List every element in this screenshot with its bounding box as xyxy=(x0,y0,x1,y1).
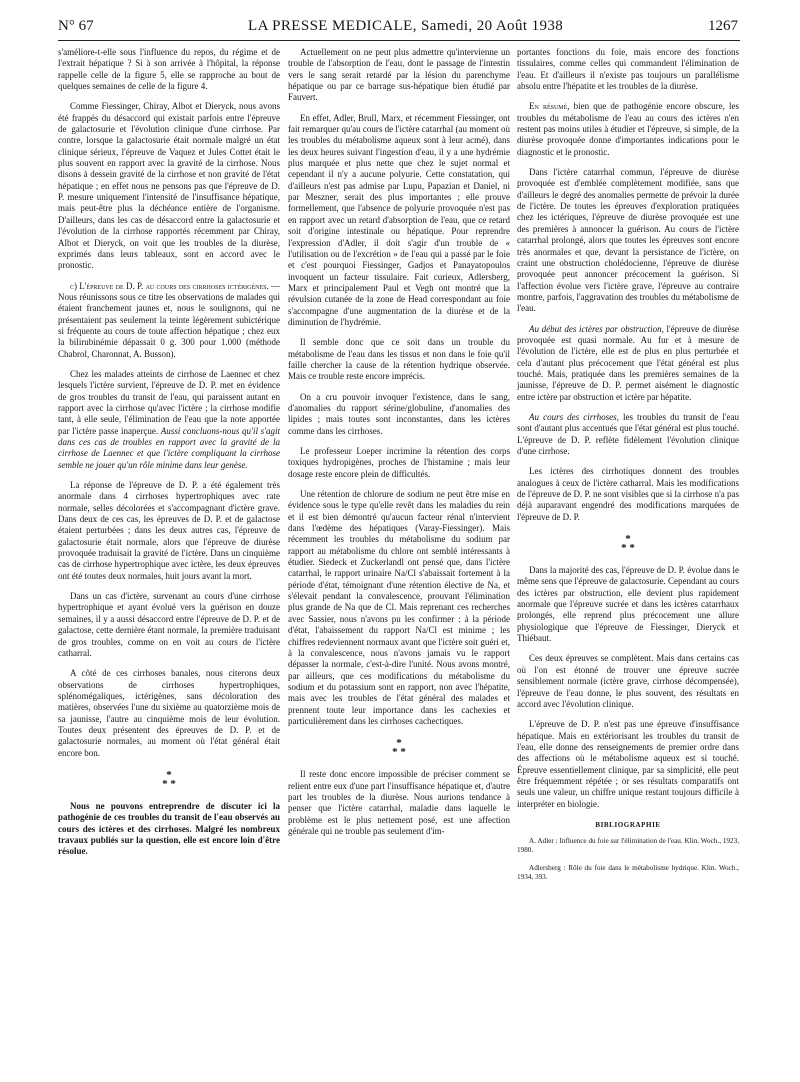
header-rule xyxy=(58,40,740,41)
paragraph-text: bien que de pathogénie encore obscure, les troubles du métabolisme de l'eau au cours des ictères n'en restent pas moins utiles à étudier et l'épreuve, si simple, de la diurèse provoquée donne d'importantes indications pour le diagnostic et le pronostic. xyxy=(517,101,739,157)
paragraph xyxy=(58,369,280,471)
paragraph: Il semble donc que ce soit dans un trouble du métabolisme de l'eau dans les tissus et non dans le foie qu'il faille chercher la cause de la rétention hydrique observée. Mais ce trouble reste encore imprécis. xyxy=(288,337,510,382)
paragraph xyxy=(517,324,739,403)
paragraph: Les ictères des cirrhotiques donnent des troubles analogues à ceux de l'ictère catharral. Mais les modifications de l'épreuve de D. P. ne sont visibles que si la cirrhose n'a pas déjà auparavant engendré des modifications marquées de l'épreuve de D. P. xyxy=(517,466,739,522)
bibliography-title: BIBLIOGRAPHIE xyxy=(595,820,661,829)
paragraph-text: l'épreuve de diurèse provoquée est quasi normale. Au fur et à mesure de l'évolution de l'ictère, elle est de plus en plus perturbée et cela d'autant plus précocement que l'état général est plus touché. Mais, pratiquée dans les premières semaines de la jaunisse, l'épreuve de D. P. permet aisément le diagnostic entre ictère par obstruction et ictère par hépatite. xyxy=(517,323,739,402)
italic-lead: Au cours des cirrhoses, xyxy=(529,411,619,422)
page-number: 1267 xyxy=(708,18,738,34)
paragraph-text: Chez les malades atteints de cirrhose de Laennec et chez lesquels l'ictère survient, l'épreuve de D. P. met en évidence de gros troubles du transit de l'eau, qui paraissent autant en rapport avec la cirrhose qu'avec l'ictère ; la cirrhose modifie tant, à elle seule, l'élimination de l'eau que la note apportée par l'ictère passe inaperçue. xyxy=(58,368,280,436)
paragraph: Ces deux épreuves se complètent. Mais dans certains cas où l'on est étonné de trouver une épreuve sucrée sensiblement normale (ictère grave, cirrhose décompensée), l'épreuve de l'eau donne, le plus souvent, des résultats en accord avec l'évolution clinique. xyxy=(517,653,739,709)
paragraph xyxy=(517,101,739,158)
paragraph: Dans un cas d'ictère, survenant au cours d'une cirrhose hypertrophique et ayant évolué vers la guérison en douze semaines, il y a aussi désaccord entre l'épreuve de D. P. et de galactose, cette dernière étant normale, la première traduisant de gros troubles, comme on en voit au cours de l'ictère catharral. xyxy=(58,591,280,658)
paragraph: Il reste donc encore impossible de préciser comment se relient entre eux d'une part l'insuffisance hépatique et, d'autre part les troubles de la diurèse. Nous aurions tendance à penser que l'ictère catarrhal, maladie dans laquelle le problème est le plus nettement posé, est une affection générale qui ne trouble pas seulement d'im- xyxy=(288,769,510,836)
column-2 xyxy=(288,47,510,846)
bibliography-entry: Adlersberg : Rôle du foie dans le métabolisme hydrique. Klin. Woch., 1934, 393. xyxy=(517,864,739,882)
paragraph: Nous ne pouvons entreprendre de discuter ici la pathogénie de ces troubles du transit de l'eau observés au cours des ictères et des cirrhoses. Malgré les nombreux travaux publiés sur la question, elle est encore loin d'être résolue. xyxy=(58,800,280,857)
paragraph-text: les troubles du transit de l'eau sont d'autant plus accentués que l'état général est plus touché. L'épreuve de D. P. reflète fidèlement l'évolution clinique d'une cirrhose. xyxy=(517,411,739,456)
paragraph: Le professeur Loeper incrimine la rétention des corps toxiques hydropigènes, proches de l'histamine ; mais leur dosage reste encore plein de difficultés. xyxy=(288,446,510,479)
column-1 xyxy=(58,47,280,867)
journal-title: LA PRESSE MEDICALE, Samedi, 20 Août 1938 xyxy=(248,18,564,34)
issue-number: N° 67 xyxy=(58,18,94,34)
paragraph: Dans l'ictère catarrhal commun, l'épreuve de diurèse provoquée est d'emblée complètement modifiée, sans que d'ailleurs le degré des anomalies permette de prévoir la durée de l'ictère. De toutes les épreuves d'exploration pratiquées chez les ictériques, l'épreuve de diurèse provoquée est une des premières à annoncer la guérison. Au cours de l'ictère catarrhal prolongé, alors que toutes les épreuves sont encore très anormales et que, devant la persistance de l'ictère, on craint une obstruction cholédocienne, l'épreuve de diurèse provoquée peut annoncer précocement la guérison. Si l'affection évolue vers l'ictère grave, l'épreuve au contraire montre, parfois, l'aggravation des troubles du métabolisme de l'eau. xyxy=(517,167,739,314)
paragraph: A côté de ces cirrhoses banales, nous citerons deux observations de cirrhoses hypertrophiques, splénomégaliques, ictérigènes, sans décoloration des matières, observées l'une du sixième au quatorzième mois de sa jaunisse, l'autre au cinquième mois de leur évolution. Toutes deux présentent des épreuves de D. P. et de galactosurie normales, au moment où l'état général était encore bon. xyxy=(58,668,280,758)
section-heading: c) L'épreuve de D. P. au cours des cirrhoses ictérigènes. xyxy=(70,280,269,291)
bibliography-entry: A. Adler : Influence du foie sur l'élimination de l'eau. Klin. Woch., 1923, 1980. xyxy=(517,837,739,855)
paragraph: Comme Fiessinger, Chiray, Albot et Dieryck, nous avons été frappés du désaccord qui existait parfois entre l'épreuve de galactosurie et l'évolution clinique d'une cirrhose. Par contre, lorsque la galactosurie était normale malgré un état clinique sérieux, l'épreuve de Vaquez et Jules Cottet était le plus souvent en rapport avec la gravité de la cirrhose. Nous disons à dessein gravité de la cirrhose et non gravité de l'état hépatique ; en effet nous ne pensons pas que l'épreuve de D. P. mesure uniquement l'intensité de l'insuffisance hépatique, mais peut-être plus la déchéance entière de l'organisme. D'ailleurs, dans les cas de désaccord entre la galactosurie et l'évolution de la cirrhose rapportés récemment par Chiray, Albot et Dieryck, on voit que les troubles de la diurèse, exprimés dans leurs tableaux, sont en accord avec le pronostic. xyxy=(58,101,280,271)
paragraph: Actuellement on ne peut plus admettre qu'intervienne un trouble de l'absorption de l'eau, dont le passage de l'intestin vers le sang serait retardé par la lésion du parenchyme hépatique ou par ce barrage sus-hépatique bien étudié par Fauvert. xyxy=(288,47,510,103)
paragraph: Une rétention de chlorure de sodium ne peut être mise en évidence sous le type qu'elle revêt dans les maladies du rein et il est bien démontré qu'aucun facteur rénal n'intervient dans l'œdème des hépatiques (Varay-Fiessinger). Mais récemment les troubles du métabolisme du sodium par rapport au métabolisme du chlore ont semblé intéressants à étudier. Siedeck et Zuckerlandl ont pensé que, dans l'ictère catarrhal, le rapport urinaire Na/Cl s'abaissait fortement à la période d'état, témoignant d'une rétention élective de Na, et s'élevait pendant la convalescence, prouvant l'élimination plus grande de Na que de Cl. Mais reprenant ces recherches avec Sassier, nous n'avons pu les confirmer : à la période d'état, l'abaissement du rapport Na/Cl est minime ; les chiffres redeviennent normaux avant que l'ictère soit guéri et, à la convalescence, nous n'avons jamais vu le rapport dépasser la normale, c'est-à-dire l'unité. Nous avons montré, par ailleurs, que ces modifications du métabolisme du sodium et du potassium sont en rapport, non avec l'hépatite, mais avec les troubles de l'état général des malades et prennent toute leur importance dans les cachexies et particulièrement dans les cirrhoses cachectiques. xyxy=(288,489,510,726)
paragraph: La réponse de l'épreuve de D. P. a été également très anormale dans 4 cirrhoses hypertrophiques avec rate normale, selles décolorées et s'accompagnant d'ictère grave. Dans deux de ces cas, les épreuves de D. P. et de galactose étaient perturbées ; dans les deux autres cas, l'épreuve de galactosurie était normale, alors que l'épreuve de diurèse provoquée traduisait la gravité de l'ictère. Dans un cinquième cas de cirrhose hypertrophique avec ictère, les deux épreuves ont été toutes deux normales, huit jours avant la mort. xyxy=(58,480,280,581)
italic-conclusion: Aussi concluons-nous qu'il s'agit dans ces cas de troubles en rapport avec la gravité de la cirrhose de Laennec et que l'ictère compliquant la cirrhose semble ne jouer qu'un rôle minime dans leur genèse. xyxy=(58,425,280,470)
section-separator: * * * xyxy=(162,768,176,790)
section-heading: En résumé, xyxy=(529,101,570,112)
paragraph: L'épreuve de D. P. n'est pas une épreuve d'insuffisance hépatique. Mais en extériorisant les troubles du transit de l'eau, elle donne des renseignements de premier ordre dans des affections où le métabolisme aqueux est si touché. Épreuve essentiellement clinique, par sa simplicité, elle peut être fréquemment répétée ; or ses résultats comparatifs ont seuls une valeur, un chiffre unique restant toujours difficile à interpréter en biologie. xyxy=(517,719,739,809)
paragraph: En effet, Adler, Brull, Marx, et récemment Fiessinger, ont fait remarquer qu'au cours de l'ictère catarrhal (au moment où les troubles du métabolisme aqueux sont à leur acmé), dans les deux heures suivant l'ingestion d'eau, il y a une hydrémie plus marquée et plus nette que chez le sujet normal et cependant il n'y a aucune polyurie. Cette constatation, qui d'ailleurs n'est pas admise par Lupu, Papazian et Daniel, ni par Meszner, serait des plus importantes ; elle prouve formellement, que l'absence de polyurie provoquée n'est pas en rapport avec un retard d'absorption de l'eau, que ce retard soit d'origine intestinale ou hépatique. Pour reprendre l'expression d'Adler, il doit s'agir d'un trouble de « l'utilisation ou de l'excrétion » de l'eau qui a passé par le foie et c'est pourquoi Fiessinger, Gadjos et Panayatopoulos invoquent un facteur tissulaire. Fait curieux, Adlersberg, Marx et principalement Paul et Vegh ont montré que la révulsion cutanée de la zone de Head correspondant au foie s'accompagne d'une augmentation de la diurèse et de la diminution de l'hydrémie. xyxy=(288,112,510,327)
paragraph: On a cru pouvoir invoquer l'existence, dans le sang, d'anomalies du rapport sérine/globuline, d'anomalies des lipides ; mais toutes sont inconstantes, dans les ictères comme dans les cirrhoses. xyxy=(288,391,510,436)
paragraph xyxy=(58,281,280,360)
paragraph: portantes fonctions du foie, mais encore des fonctions tissulaires, comme celles qui commandent l'élimination de l'eau. Et d'ailleurs il n'existe pas toujours un parallélisme absolu entre l'hépatite et les troubles de la diurèse. xyxy=(517,47,739,92)
italic-lead: Au début des ictères par obstruction, xyxy=(529,323,664,334)
paragraph-text: — Nous réunissons sous ce titre les observations de malades qui étaient franchement jaunes et, nous le soulignons, qui ne présentaient pas seulement la teinte légèrement subictérique si fréquente au cours de toute affection hépatique ; chez eux la bilirubinémie dépassait 0 g. 300 pour 1.000 (méthode Chabrol, Charonnat, A. Busson). xyxy=(58,280,280,359)
paragraph: Dans la majorité des cas, l'épreuve de D. P. évolue dans le même sens que l'épreuve de galactosurie. Cependant au cours des ictères par obstruction, elle devient plus rapidement anormale que l'épreuve sucrée et dans les ictères catarrhaux prolongés, elle reprend plus précocement une allure physiologique que l'épreuve de Fiessinger, Dieryck et Thiébaut. xyxy=(517,565,739,644)
section-separator: * * * xyxy=(621,533,635,555)
column-3 xyxy=(517,47,739,891)
paragraph xyxy=(517,412,739,457)
paragraph: s'améliore-t-elle sous l'influence du repos, du régime et de l'extrait hépatique ? Si à son arrivée à l'hôpital, la réponse rappelle celle de la figure 5, elle se rapproche au bout de quelques semaines de celle de la figure 4. xyxy=(58,47,280,92)
section-separator: * * * xyxy=(392,737,406,759)
page-header xyxy=(58,18,738,40)
